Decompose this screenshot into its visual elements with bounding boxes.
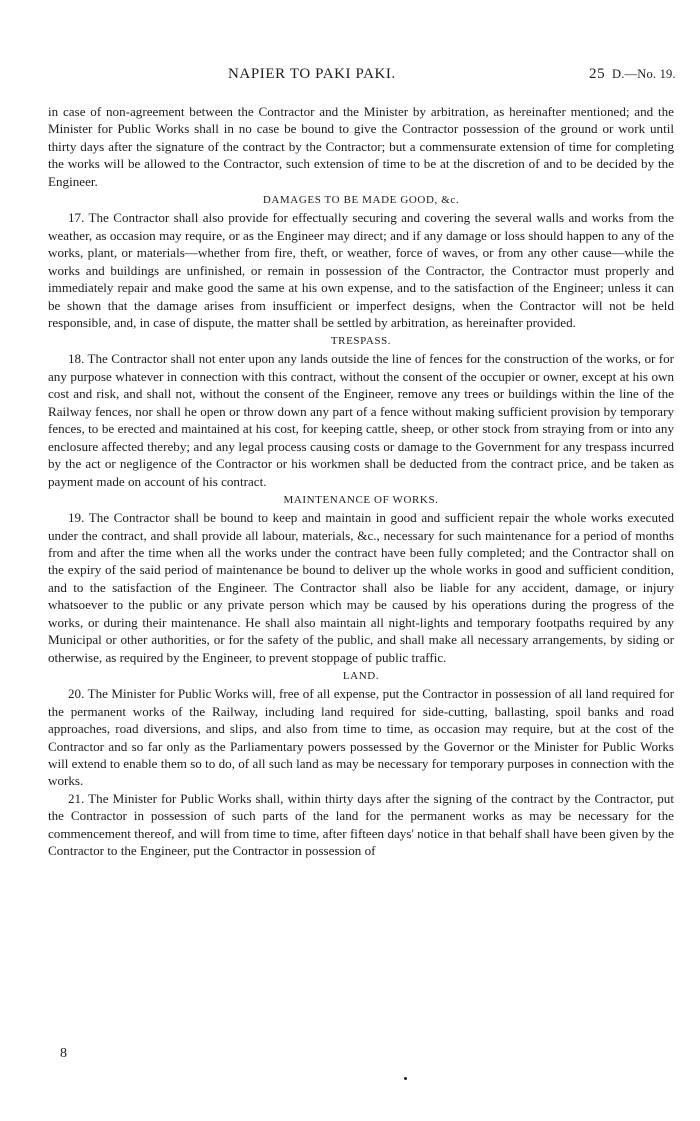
page-header xyxy=(0,66,700,90)
page-number: 25 xyxy=(589,66,606,82)
printer-dot xyxy=(404,1077,407,1080)
section-heading-trespass: TRESPASS. xyxy=(330,335,392,348)
clause-18: 18. The Contractor shall not enter upon any lands outside the line of fences for the construction of the works, or for any purpose whatever in connection with this contract, without the consent of the occupier or owner, except at his own cost and risk, and shall not, without the consent of the Engineer, remove any trees or buildings within the line of the Railway fences, nor shall he open or throw down any part of a fence without making sufficient provision by temporary fences, to be erected and maintained at his cost, for keeping cattle, sheep, or other stock from straying from or into any enclosure affected thereby; and any legal process causing costs or damage to the Government for any trespass incurred by the act or negligence of the Contractor or his workmen shall be deducted from the contract price, and be taken as payment made on account of his contract. xyxy=(48,351,674,489)
section-heading-damages: DAMAGES TO BE MADE GOOD, &c. xyxy=(262,194,460,207)
section-heading-maintenance: MAINTENANCE OF WORKS. xyxy=(283,494,439,507)
section-heading-land: LAND. xyxy=(342,670,380,683)
clause-20: 20. The Minister for Public Works will, free of all expense, put the Contractor in possession of all land required for the permanent works of the Railway, including land required for side-cutting, ballasting, spoil banks and road approaches, road diversions, and slips, and also from time to time, as occasion may require, but at the cost of the Contractor and so far only as the Parliamentary powers possessed by the Governor or the Minister for Public Works will extend to enable them so to do, of all such land as may be necessary for temporary purposes in connection with the works. xyxy=(48,686,674,789)
clause-19: 19. The Contractor shall be bound to keep and maintain in good and sufficient repair the whole works executed under the contract, and shall provide all labour, materials, &c., necessary for such maintenance for a period of months from and after the time when all the works under the contract have been fully completed; and the Contractor shall on the expiry of the said period of maintenance be bound to deliver up the whole works in good and sufficient condition, and to the satisfaction of the Engineer. The Contractor shall also be liable for any accident, damage, or injury whatsoever to the public or any private person which may be caused by his operations during the progress of the works, or during their maintenance. He shall also maintain all night-lights and temporary footpaths required by any Municipal or other authorities, or for the safety of the public, and shall make all necessary arrangements, by siding or otherwise, as required by the Engineer, to prevent stoppage of public traffic. xyxy=(48,510,674,665)
body-text xyxy=(48,103,674,860)
clause-21: 21. The Minister for Public Works shall, within thirty days after the signing of the contract by the Contractor, put the Contractor in possession of such parts of the land for the permanent works as may be necessary for the commencement thereof, and will from time to time, after fifteen days' notice in that behalf shall have been given by the Contractor to the Engineer, put the Contractor in possession of xyxy=(48,790,674,859)
clause-17: 17. The Contractor shall also provide for effectually securing and covering the several walls and works from the weather, as occasion may require, or as the Engineer may direct; and if any damage or loss should happen to any of the works, plant, or materials—whether from fire, theft, or weather, force of waves, or from any other cause—while the works and buildings are unfinished, or remain in possession of the Contractor, the Contractor must properly and immediately repair and make good the same at his own expense, and to the satisfaction of the Engineer; unless it can be shown that the damage arises from insufficient or imperfect designs, when the Contractor will not be held responsible, and, in case of dispute, the matter shall be settled by arbitration, as hereinafter provided. xyxy=(48,210,674,330)
document-reference: D.—No. 19. xyxy=(612,67,676,81)
running-title: NAPIER TO PAKI PAKI. xyxy=(228,66,396,82)
paragraph-continuation: in case of non-agreement between the Contractor and the Minister by arbitration, as hereinafter mentioned; and the Minister for Public Works shall in no case be bound to give the Contractor possession of the ground or work until thirty days after the signature of the contract by the Contractor; but a commensurate extension of time for completing the works will be allowed to the Contractor, such extension of time to be at the discretion of and to be decided by the Engineer. xyxy=(48,104,674,189)
signature-mark: 8 xyxy=(60,1046,67,1061)
